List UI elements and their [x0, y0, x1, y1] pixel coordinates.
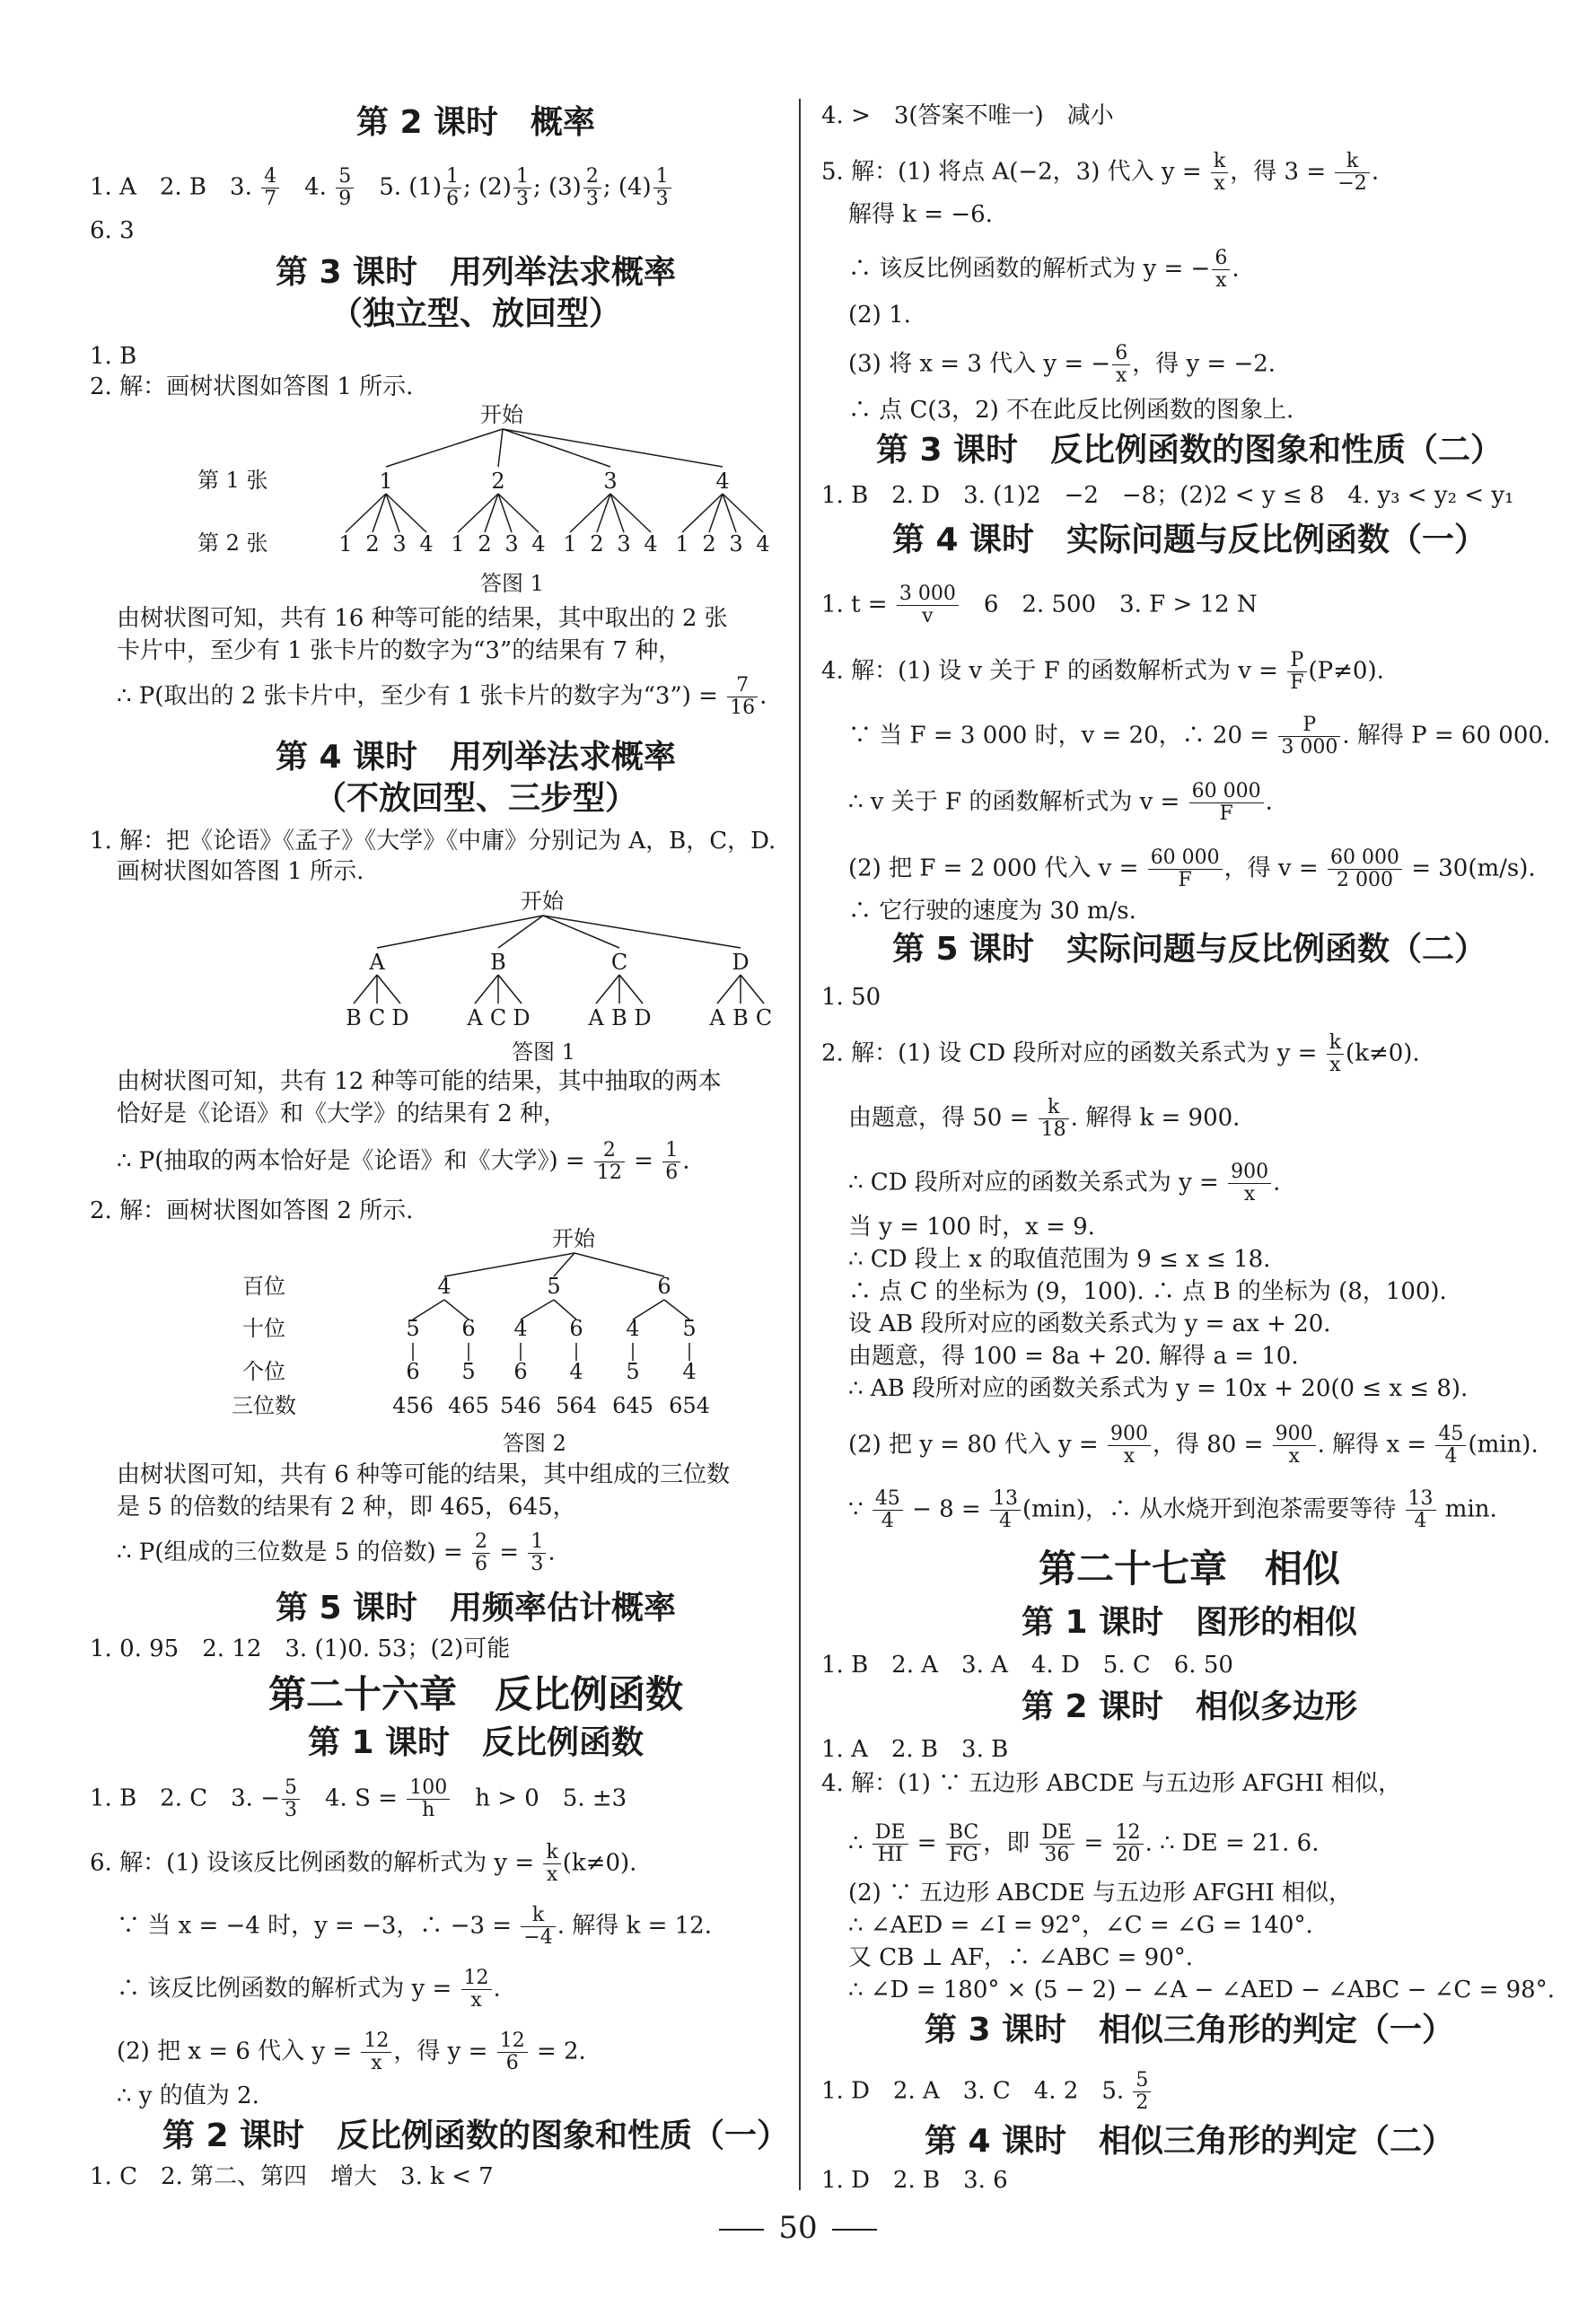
formula-line: (3) 将 x = 3 代入 y = − $\frac{6}{x}$ ，得 y = −2. [848, 342, 1276, 387]
tree-node-level2: 4 [531, 531, 546, 557]
answer-line: 1. B [90, 343, 137, 370]
tree-diagram-3 [233, 1226, 790, 1469]
tree-node-level2: 2 [365, 531, 380, 557]
tree-node-tens: 4 [626, 1316, 640, 1341]
tree-branch [498, 975, 522, 1004]
answer-line: 6. 3 [90, 217, 135, 244]
tree-node-level1: 4 [715, 469, 730, 494]
formula-line: ∴ $\frac{DE}{HI}$ = $\frac{BC}{FG}$ ，即 $\frac{DE}{36}$ = $\frac{12}{20}$ . ∴ DE = 21. 6. [848, 1821, 1320, 1866]
tree-node-level1: A [369, 950, 385, 975]
text-line: ∴ 它行驶的速度为 30 m/s. [848, 898, 1136, 925]
text-line: (2) ∵ 五边形 ABCDE 与五边形 AFGHI 相似， [848, 1880, 1353, 1907]
tree-node-level2: A [588, 1005, 604, 1030]
text-line: ∴ ∠D = 180° × (5 − 2) − ∠A − ∠AED − ∠ABC − ∠C = 98°. [848, 1977, 1555, 2003]
text-line: 卡片中，至少有 1 张卡片的数字为“3”的结果有 7 种， [117, 637, 682, 664]
heading-lesson-3-sub: （独立型、放回型） [329, 295, 621, 332]
text-line: (2) 1. [848, 302, 911, 329]
tree-node-level1: 2 [491, 469, 505, 494]
tree-node-ones: 5 [626, 1359, 640, 1384]
answer-line: 1. A 2. B 3. B [821, 1736, 1009, 1763]
page-number: 50 [0, 2210, 1596, 2246]
tree-node-ones: 4 [569, 1359, 583, 1384]
answer-line: 1. 50 [821, 984, 881, 1011]
tree-node-level1: B [490, 950, 506, 975]
formula-line: ∴ CD 段所对应的函数关系式为 y = $\frac{900}{x}$ . [848, 1161, 1281, 1205]
tree-branch [354, 975, 377, 1004]
heading-ch26-lesson-1: 第 1 课时 反比例函数 [307, 1724, 645, 1761]
tree-result-number: 654 [669, 1393, 710, 1418]
text-line: 由树状图可知，共有 6 种等可能的结果，其中组成的三位数 [117, 1461, 731, 1488]
answer-line: 1. B 2. D 3. (1)2 −2 −8；(2)2 < y ≤ 8 4. y₃ < y₂ < y₁ [821, 482, 1514, 509]
formula-line: ∴ P(组成的三位数是 5 的倍数) = $\frac{2}{6}$ = $\frac{1}{3}$ . [117, 1530, 556, 1575]
tree-node-ones: 6 [513, 1359, 528, 1384]
tree-node-level2: D [513, 1005, 531, 1030]
tree-row-label: 第 2 张 [197, 530, 268, 556]
tree-node-level2: D [634, 1005, 652, 1030]
text-line: 是 5 的倍数的结果有 2 种，即 465，645， [117, 1494, 576, 1521]
tree-node-hundreds: 4 [437, 1274, 452, 1299]
heading-ch27-lesson-4: 第 4 课时 相似三角形的判定（二） [924, 2123, 1455, 2160]
formula-line: 由题意，得 50 = $\frac{k}{18}$ . 解得 k = 900. [848, 1096, 1241, 1141]
tree-node-level2: B [732, 1005, 749, 1030]
text-line: 设 AB 段所对应的函数关系式为 y = ax + 20. [848, 1311, 1331, 1337]
text-line: ∴ y 的值为 2. [117, 2082, 259, 2109]
tree-row-label: 三位数 [232, 1393, 296, 1418]
answer-line: 2. 解：画树状图如答图 2 所示. [90, 1197, 414, 1224]
answer-line: 2. 解：(1) 设 CD 段所对应的函数关系式为 y = $\frac{k}{x}$ (k≠0). [821, 1031, 1420, 1076]
formula-line: ∴ P(抽取的两本恰好是《论语》和《大学》) = $\frac{2}{12}$ = $\frac{1}{6}$ . [117, 1139, 690, 1184]
tree-node-level2: B [346, 1005, 362, 1030]
heading-lesson-5: 第 5 课时 用频率估计概率 [275, 1590, 677, 1626]
text-line: 由树状图可知，共有 12 种等可能的结果，其中抽取的两本 [117, 1068, 722, 1095]
tree-node-ones: 5 [461, 1359, 476, 1384]
text-line: 由题意，得 100 = 8a + 20. 解得 a = 10. [848, 1343, 1299, 1370]
tree-diagram-1 [180, 402, 808, 600]
tree-row-label: 第 1 张 [197, 468, 268, 493]
tree-caption: 答图 1 [512, 1039, 575, 1065]
tree-row-label: 百位 [242, 1274, 285, 1299]
tree-node-level1: 3 [603, 469, 618, 494]
formula-line: ∴ 该反比例函数的解析式为 y = − $\frac{6}{x}$ . [848, 247, 1240, 292]
tree-caption: 答图 2 [503, 1431, 566, 1456]
formula-line: ∴ 该反比例函数的解析式为 y = $\frac{12}{x}$ . [117, 1967, 501, 2012]
tree-start: 开始 [521, 889, 564, 914]
tree-branch [574, 1253, 664, 1276]
heading-lesson-2-probability: 第 2 课时 概率 [355, 104, 596, 141]
tree-diagram-2 [224, 889, 773, 1068]
answer-line: 1. 解：把《论语》《孟子》《大学》《中庸》分别记为 A，B，C，D. [90, 828, 776, 855]
heading-ch27-lesson-2: 第 2 课时 相似多边形 [1021, 1688, 1358, 1725]
heading-lesson-4-sub: （不放回型、三步型） [313, 780, 637, 817]
tree-node-level2: A [467, 1005, 483, 1030]
tree-branch [543, 916, 741, 948]
tree-node-level2: 4 [644, 531, 658, 557]
tree-branch [619, 975, 643, 1004]
formula-line: (2) 把 F = 2 000 代入 v = $\frac{60 000}{F}$ ，得 v = $\frac{60 000}{2 000}$ = 30(m/s). [848, 846, 1536, 891]
tree-node-tens: 5 [682, 1316, 697, 1341]
tree-node-level2: C [755, 1005, 773, 1030]
tree-node-ones: 6 [406, 1359, 420, 1384]
formula-line: ∵ $\frac{45}{4}$ − 8 = $\frac{13}{4}$ (min)，∴ 从水烧开到泡茶需要等待 $\frac{13}{4}$ min. [848, 1487, 1497, 1532]
heading-ch26-lesson-2: 第 2 课时 反比例函数的图象和性质（一） [162, 2117, 790, 2154]
tree-result-number: 465 [448, 1393, 489, 1418]
formula-line: (2) 把 y = 80 代入 y = $\frac{900}{x}$ ，得 80 = $\frac{900}{x}$ . 解得 x = $\frac{45}{4}$ (min). [848, 1423, 1539, 1468]
tree-node-tens: 5 [406, 1316, 420, 1341]
answer-line: 1. D 2. B 3. 6 [821, 2167, 1008, 2194]
answer-line: 1. 0. 95 2. 12 3. (1)0. 53；(2)可能 [90, 1635, 511, 1662]
tree-node-hundreds: 5 [547, 1274, 561, 1299]
answer-line: 1. B 2. C 3. − $\frac{5}{3}$ 4. S = $\frac{100}{h}$ h > 0 5. ±3 [90, 1776, 627, 1821]
text-line: 当 y = 100 时，x = 9. [848, 1214, 1095, 1241]
answer-line: 4. 解：(1) 设 v 关于 F 的函数解析式为 v = $\frac{P}{F}$ (P≠0). [821, 649, 1384, 694]
text-line: ∴ 点 C 的坐标为 (9，100). ∴ 点 B 的坐标为 (8，100). [848, 1278, 1447, 1305]
tree-branch [475, 975, 498, 1004]
tree-branch [377, 975, 400, 1004]
answer-line: 1. C 2. 第二、第四 增大 3. k < 7 [90, 2163, 494, 2190]
tree-node-level2: 1 [675, 531, 689, 557]
formula-line: ∴ P(取出的 2 张卡片中，至少有 1 张卡片的数字为“3”) = $\frac{7}{16}$ . [117, 674, 767, 719]
text-line: ∴ AB 段所对应的函数关系式为 y = 10x + 20(0 ≤ x ≤ 8). [848, 1375, 1469, 1402]
tree-node-level2: D [391, 1005, 409, 1030]
tree-caption: 答图 1 [480, 571, 544, 596]
tree-node-tens: 6 [569, 1316, 583, 1341]
chapter-27-title: 第二十七章 相似 [1038, 1547, 1340, 1591]
answer-line: 1. t = $\frac{3 000}{v}$ 6 2. 500 3. F > 12 N [821, 583, 1258, 627]
tree-node-level2: 4 [419, 531, 434, 557]
tree-start: 开始 [552, 1226, 595, 1251]
tree-node-level2: C [489, 1005, 507, 1030]
text-line: 画树状图如答图 1 所示. [117, 858, 364, 885]
tree-node-tens: 6 [461, 1316, 476, 1341]
heading-ch26-lesson-3: 第 3 课时 反比例函数的图象和性质（二） [875, 432, 1504, 469]
formula-line: ∴ v 关于 F 的函数解析式为 v = $\frac{60 000}{F}$ . [848, 780, 1273, 825]
answer-line: 6. 解：(1) 设该反比例函数的解析式为 y = $\frac{k}{x}$ (k≠0). [90, 1841, 637, 1886]
text-line: ∴ ∠AED = ∠I = 92°，∠C = ∠G = 140°. [848, 1912, 1313, 1939]
text-line: 恰好是《论语》和《大学》的结果有 2 种， [117, 1100, 567, 1127]
tree-node-level2: A [709, 1005, 725, 1030]
tree-node-level2: 1 [563, 531, 577, 557]
answer-line: 1. D 2. A 3. C 4. 2 5. $\frac{5}{2}$ [821, 2070, 1153, 2114]
tree-row-label: 个位 [242, 1359, 285, 1384]
tree-branch [503, 429, 723, 467]
tree-node-level2: 2 [702, 531, 716, 557]
tree-node-level2: 2 [478, 531, 492, 557]
answer-line: 5. 解：(1) 将点 A(−2，3) 代入 y = $\frac{k}{x}$ ，得 3 = $\frac{k}{-2}$ . [821, 150, 1380, 195]
tree-branch [596, 975, 619, 1004]
tree-node-level2: 3 [729, 531, 743, 557]
tree-node-tens: 4 [513, 1316, 528, 1341]
answer-line: 4. > 3(答案不唯一) 减小 [821, 102, 1114, 129]
formula-line: ∵ 当 F = 3 000 时，v = 20，∴ 20 = $\frac{P}{3 000}$ . 解得 P = 60 000. [848, 714, 1551, 758]
tree-row-label: 十位 [242, 1316, 285, 1341]
text-line: 又 CB ⊥ AF，∴ ∠ABC = 90°. [848, 1944, 1194, 1971]
tree-node-level2: 3 [392, 531, 407, 557]
tree-branch [717, 975, 741, 1004]
tree-node-level2: 1 [451, 531, 465, 557]
heading-lesson-4: 第 4 课时 用列举法求概率 [275, 739, 677, 776]
heading-lesson-3: 第 3 课时 用列举法求概率 [275, 254, 677, 291]
text-line: 由树状图可知，共有 16 种等可能的结果，其中取出的 2 张 [117, 605, 728, 632]
answer-line: 2. 解：画树状图如答图 1 所示. [90, 373, 414, 400]
tree-result-number: 546 [500, 1393, 541, 1418]
heading-ch27-lesson-3: 第 3 课时 相似三角形的判定（一） [924, 2012, 1455, 2048]
tree-branch [498, 429, 503, 467]
tree-node-level2: 2 [590, 531, 604, 557]
tree-node-level2: B [611, 1005, 627, 1030]
tree-start: 开始 [480, 402, 523, 427]
tree-branch [503, 429, 610, 467]
text-line: ∴ 点 C(3，2) 不在此反比例函数的图象上. [848, 397, 1294, 424]
formula-line: (2) 把 x = 6 代入 y = $\frac{12}{x}$ ，得 y = $\frac{12}{6}$ = 2. [117, 2030, 586, 2074]
tree-node-level2: 3 [617, 531, 631, 557]
heading-ch26-lesson-4: 第 4 课时 实际问题与反比例函数（一） [891, 522, 1487, 558]
tree-node-level1: C [610, 950, 628, 975]
tree-node-ones: 4 [682, 1359, 697, 1384]
answer-line: 1. A 2. B 3. $\frac{4}{7}$ 4. $\frac{5}{9}$ 5. (1) $\frac{1}{6}$ ; (2) $\frac{1}{3}$ ; (3) $\frac{2}{3}$ ; (4) $\frac{1}{3}$ [90, 166, 673, 210]
tree-node-level1: 1 [379, 469, 393, 494]
heading-ch27-lesson-1: 第 1 课时 图形的相似 [1021, 1604, 1358, 1641]
tree-result-number: 564 [556, 1393, 597, 1418]
text-line: ∴ CD 段上 x 的取值范围为 9 ≤ x ≤ 18. [848, 1246, 1271, 1273]
tree-result-number: 645 [612, 1393, 653, 1418]
formula-line: ∵ 当 x = −4 时，y = −3，∴ −3 = $\frac{k}{-4}$ . 解得 k = 12. [117, 1904, 712, 1949]
text-line: 解得 k = −6. [848, 201, 993, 228]
tree-node-level2: C [368, 1005, 386, 1030]
tree-node-level2: 1 [338, 531, 353, 557]
chapter-26-title: 第二十六章 反比例函数 [267, 1672, 683, 1716]
answer-line: 4. 解：(1) ∵ 五边形 ABCDE 与五边形 AFGHI 相似， [821, 1770, 1402, 1797]
tree-branch [377, 916, 543, 948]
tree-node-hundreds: 6 [657, 1274, 671, 1299]
tree-branch [741, 975, 764, 1004]
heading-ch26-lesson-5: 第 5 课时 实际问题与反比例函数（二） [891, 931, 1487, 968]
tree-node-level1: D [732, 950, 750, 975]
tree-result-number: 456 [392, 1393, 434, 1418]
tree-node-level2: 4 [756, 531, 770, 557]
tree-node-level2: 3 [504, 531, 519, 557]
tree-branch [543, 916, 619, 948]
tree-branch [386, 429, 503, 467]
answer-line: 1. B 2. A 3. A 4. D 5. C 6. 50 [821, 1652, 1233, 1679]
